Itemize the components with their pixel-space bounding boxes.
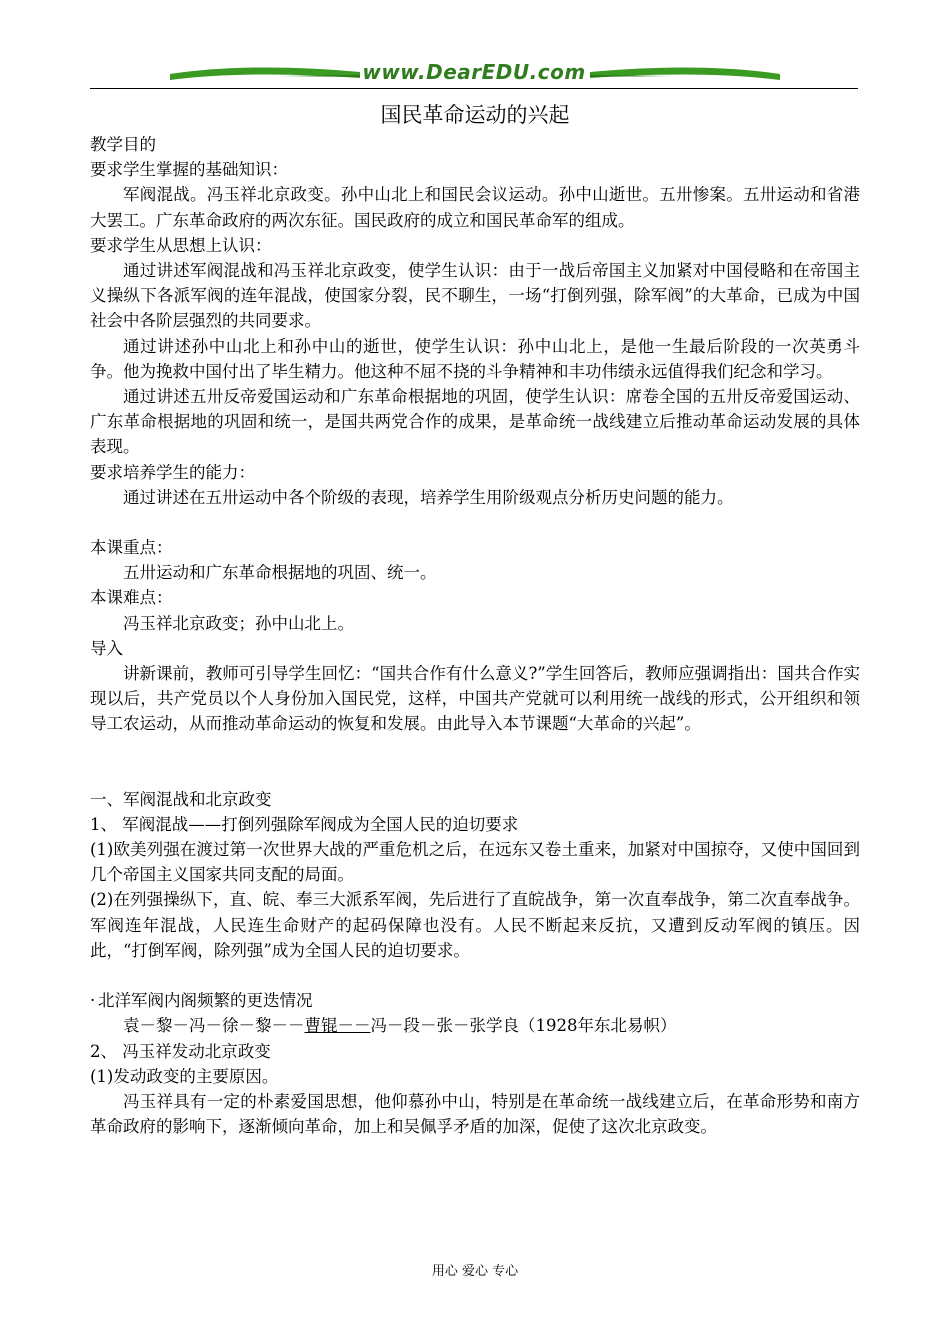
focus-heading: 本课重点： [90, 538, 173, 558]
site-logo[interactable]: www.DearEDU.com [362, 60, 586, 84]
spacer [90, 510, 860, 535]
header-decoration [90, 58, 858, 90]
focus-paragraph: 五卅运动和广东革命根据地的巩固、统一。 [123, 563, 437, 583]
subsection-2-question: (1)发动政变的主要原因。 [90, 1066, 279, 1086]
header-rule [90, 88, 858, 89]
subsection-2-heading: 2、 冯玉祥发动北京政变 [90, 1041, 271, 1061]
knowledge-heading: 要求学生掌握的基础知识： [90, 160, 288, 180]
knowledge-paragraph: 军阀混战。冯玉祥北京政变。孙中山北上和国民会议运动。孙中山逝世。五卅惨案。五卅运动和省港大罢工。广东革命政府的两次东征。国民政府的成立和国民革命军的组成。 [90, 185, 860, 230]
page-footer: 用心 爱心 专心 [431, 1264, 519, 1279]
section-1-heading: 一、军阀混战和北京政变 [90, 789, 272, 809]
thought-heading: 要求学生从思想上认识： [90, 235, 272, 255]
bullet-heading: 北洋军阀内阁频繁的更迭情况 [98, 991, 313, 1011]
subsection-1-paragraph-2: (2)在列强操纵下，直、皖、奉三大派系军阀，先后进行了直皖战争，第一次直奉战争，第二次直奉战争。军阀连年混战，人民连生命财产的起码保障也没有。人民不断起来反抗，又遭到反动军阀的镇压。因此，“打倒军阀，除列强”成为全国人民的迫切要求。 [90, 890, 860, 960]
document-body [90, 100, 860, 1139]
difficulty-heading: 本课难点： [90, 588, 173, 608]
ability-paragraph: 通过讲述在五卅运动中各个阶级的表现，培养学生用阶级观点分析历史问题的能力。 [123, 487, 734, 507]
subsection-2-paragraph: 冯玉祥具有一定的朴素爱国思想，他仰慕孙中山，特别是在革命统一战线建立后，在革命形势和南方革命政府的影响下，逐渐倾向革命，加上和吴佩孚矛盾的加深，促使了这次北京政变。 [90, 1091, 860, 1137]
document-title: 国民革命运动的兴起 [380, 103, 570, 127]
bullet-item [90, 988, 860, 1013]
cabinet-chain [90, 1013, 860, 1038]
objectives-heading: 教学目的 [90, 135, 156, 154]
spacer [90, 963, 860, 988]
chain-part-2: 冯－段－张－张学良（1928年东北易帜） [370, 1016, 677, 1036]
spacer [90, 737, 860, 787]
ability-heading: 要求培养学生的能力： [90, 462, 255, 482]
chain-part-1: 袁－黎－冯－徐－黎－－ [123, 1016, 305, 1036]
intro-paragraph: 讲新课前，教师可引导学生回忆：“国共合作有什么意义?”学生回答后，教师应强调指出：国共合作实现以后，共产党员以个人身份加入国民党，这样，中国共产党就可以利用统一战线的形式，公开组织和领导工农运动，从而推动革命运动的恢复和发展。由此导入本节课题“大革命的兴起”。 [90, 664, 860, 734]
bullet-icon: · [90, 991, 96, 1011]
thought-paragraph-1: 通过讲述军阀混战和冯玉祥北京政变，使学生认识：由于一战后帝国主义加紧对中国侵略和在帝国主义操纵下各派军阀的连年混战，使国家分裂，民不聊生，一场“打倒列强，除军阀”的大革命，已成为中国社会中各阶层强烈的共同要求。 [90, 261, 860, 331]
chain-underlined: 曹锟－－ [304, 1016, 371, 1036]
thought-paragraph-3: 通过讲述五卅反帝爱国运动和广东革命根据地的巩固，使学生认识：席卷全国的五卅反帝爱国运动、广东革命根据地的巩固和统一，是国共两党合作的成果，是革命统一战线建立后推动革命运动发展的具体表现。 [90, 387, 860, 457]
subsection-1-paragraph-1: (1)欧美列强在渡过第一次世界大战的严重危机之后，在远东又卷土重来，加紧对中国掠夺，又使中国回到几个帝国主义国家共同支配的局面。 [90, 840, 860, 885]
subsection-1-heading: 1、 军阀混战——打倒列强除军阀成为全国人民的迫切要求 [90, 814, 519, 834]
intro-heading: 导入 [90, 638, 123, 658]
thought-paragraph-2: 通过讲述孙中山北上和孙中山的逝世，使学生认识：孙中山北上，是他一生最后阶段的一次英勇斗争。他为挽救中国付出了毕生精力。他这种不屈不挠的斗争精神和丰功伟绩永远值得我们纪念和学习。 [90, 336, 860, 381]
difficulty-paragraph: 冯玉祥北京政变；孙中山北上。 [123, 613, 354, 633]
